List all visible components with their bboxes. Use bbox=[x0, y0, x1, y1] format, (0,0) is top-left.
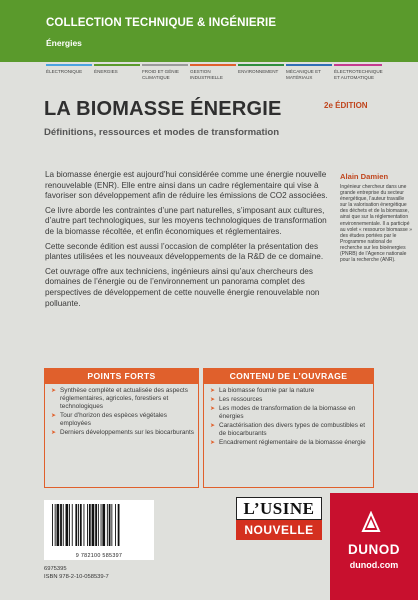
category-bar-energies bbox=[94, 64, 140, 66]
list-item-text: Derniers développements sur les biocarburants bbox=[60, 429, 194, 436]
barcode-bar bbox=[55, 504, 56, 546]
category-bar-gestion bbox=[190, 64, 236, 66]
barcode-bar bbox=[98, 504, 99, 546]
list-item bbox=[210, 405, 369, 421]
dunod-logo-icon bbox=[360, 511, 382, 533]
list-item bbox=[51, 412, 194, 428]
barcode-bar bbox=[84, 504, 85, 546]
category-bar-electronique bbox=[46, 64, 92, 66]
barcode-bar bbox=[101, 504, 102, 546]
contenu-panel bbox=[203, 368, 374, 488]
usine-logo-top: L’USINE bbox=[236, 497, 322, 520]
list-item-text: Caractérisation des divers types de combustibles et de biocarburants bbox=[219, 422, 365, 437]
list-item bbox=[51, 387, 194, 411]
barcode-bar bbox=[89, 504, 91, 546]
reference-number: 6975395 bbox=[44, 566, 67, 572]
dunod-block bbox=[330, 493, 418, 600]
author-block bbox=[340, 172, 412, 263]
arrow-icon: ➤ bbox=[51, 430, 57, 436]
list-item-text: La biomasse fournie par la nature bbox=[219, 387, 315, 394]
category-label: GESTION INDUSTRIELLE bbox=[190, 69, 223, 80]
barcode-bar bbox=[60, 504, 62, 546]
author-bio: Ingénieur chercheur dans une grande entreprise du secteur énergétique, l’auteur travaille sur la valorisation énergétique des déchets et de la biomasse, ainsi que sur la réglementation environnementale. Il a participé au volet « ressource biomasse » des études portées par le Programme national de recherche sur les bioénergies (PNRB) de l’Agence nationale pour la recherche (ANR). bbox=[340, 184, 412, 264]
barcode-bar bbox=[118, 504, 120, 546]
description-paragraph: La biomasse énergie est aujourd’hui considérée comme une énergie nouvelle renouvelable (ENR). Elle entre ainsi dans un cadre réglementaire qui vise à favoriser son développement afin de réduire les émissions de CO2 associées. bbox=[45, 170, 328, 201]
edition-label: 2e ÉDITION bbox=[324, 101, 368, 110]
arrow-icon: ➤ bbox=[210, 423, 216, 429]
list-item-text: Encadrement réglementaire de la biomasse énergie bbox=[219, 439, 366, 446]
category-label: ÉLECTRONIQUE bbox=[46, 69, 83, 74]
barcode-bar bbox=[95, 504, 97, 546]
barcode-bar bbox=[80, 504, 82, 546]
category-label: ÉNERGIES bbox=[94, 69, 118, 74]
contenu-heading: CONTENU DE L’OUVRAGE bbox=[204, 369, 373, 384]
category-label: MÉCANIQUE ET MATÉRIAUX bbox=[286, 69, 321, 80]
list-item-text: Les ressources bbox=[219, 396, 263, 403]
barcode-bar bbox=[72, 504, 73, 546]
category-label: ÉLECTROTECHNIQUE ET AUTOMATIQUE bbox=[334, 69, 383, 80]
description-paragraph: Ce livre aborde les contraintes d’une part naturelles, s’imposant aux cultures, d’autre part technologiques, sur les moyens technologiques de transformation de la biomasse récoltée, et enfin économiques et réglementaires. bbox=[45, 205, 327, 236]
book-description bbox=[45, 170, 330, 313]
usine-nouvelle-logo bbox=[236, 497, 322, 542]
list-item bbox=[210, 422, 369, 438]
author-name: Alain Damien bbox=[340, 172, 389, 181]
arrow-icon: ➤ bbox=[51, 388, 57, 394]
barcode-bar bbox=[87, 504, 88, 546]
barcode-bar bbox=[63, 504, 64, 546]
barcode-bar bbox=[107, 504, 108, 546]
barcode-bar bbox=[115, 504, 116, 546]
usine-logo-bottom: NOUVELLE bbox=[236, 520, 322, 540]
barcode-bars bbox=[44, 500, 154, 550]
arrow-icon: ➤ bbox=[210, 406, 216, 412]
points-forts-panel bbox=[44, 368, 199, 488]
category-bar-froid bbox=[142, 64, 188, 66]
barcode-digits: 9 782100 585397 bbox=[75, 553, 123, 559]
description-paragraph: Cette seconde édition est aussi l’occasion de compléter la présentation des plantes utilisées et les nouveaux développements de la R&D de ce domaine. bbox=[45, 241, 324, 262]
list-item bbox=[210, 439, 369, 447]
barcode-bar bbox=[57, 504, 60, 546]
barcode-bar bbox=[75, 504, 77, 546]
list-item-text: Les modes de transformation de la biomasse en énergies bbox=[219, 405, 356, 420]
arrow-icon: ➤ bbox=[210, 440, 216, 446]
isbn: ISBN 978-2-10-058539-7 bbox=[44, 574, 109, 580]
arrow-icon: ➤ bbox=[210, 388, 216, 394]
collection-subline: Énergies bbox=[46, 38, 82, 48]
list-item-text: Tour d’horizon des espèces végétales employées bbox=[60, 412, 167, 427]
list-item-text: Synthèse complète et actualisée des aspects réglementaires, agricoles, forestiers et technologiques bbox=[60, 387, 188, 410]
arrow-icon: ➤ bbox=[51, 413, 57, 419]
barcode-bar bbox=[69, 504, 70, 546]
list-item bbox=[210, 396, 369, 404]
collection-title: COLLECTION TECHNIQUE & INGÉNIERIE bbox=[46, 17, 277, 29]
list-item bbox=[51, 429, 194, 437]
list-item bbox=[210, 387, 369, 395]
category-bar-mecanique bbox=[286, 64, 332, 66]
barcode-bar bbox=[66, 504, 69, 546]
barcode-bar bbox=[92, 504, 95, 546]
points-forts-heading: POINTS FORTS bbox=[45, 369, 198, 384]
publisher-name: DUNOD bbox=[348, 542, 400, 557]
book-subtitle: Définitions, ressources et modes de transformation bbox=[44, 127, 280, 138]
collection-header bbox=[0, 0, 418, 62]
arrow-icon: ➤ bbox=[210, 397, 216, 403]
book-title: LA BIOMASSE ÉNERGIE bbox=[44, 98, 282, 120]
description-paragraph: Cet ouvrage offre aux techniciens, ingénieurs ainsi qu’aux chercheurs des domaines de l’énergie ou de l’environnement un panorama complet des perspectives de développement de cette nouvelle énergie renouvelable non polluante. bbox=[45, 266, 320, 308]
barcode-bar bbox=[111, 504, 112, 546]
publisher-url: dunod.com bbox=[349, 560, 399, 570]
barcode bbox=[44, 500, 154, 560]
barcode-bar bbox=[78, 504, 79, 546]
barcode-bar bbox=[52, 504, 53, 546]
category-label: FROID ET GÉNIE CLIMATIQUE bbox=[142, 69, 179, 80]
category-label: ENVIRONNEMENT bbox=[238, 69, 279, 74]
barcode-bar bbox=[102, 504, 105, 546]
category-bar-environnement bbox=[238, 64, 284, 66]
category-bar-electrotechnique bbox=[334, 64, 382, 66]
barcode-bar bbox=[109, 504, 111, 546]
